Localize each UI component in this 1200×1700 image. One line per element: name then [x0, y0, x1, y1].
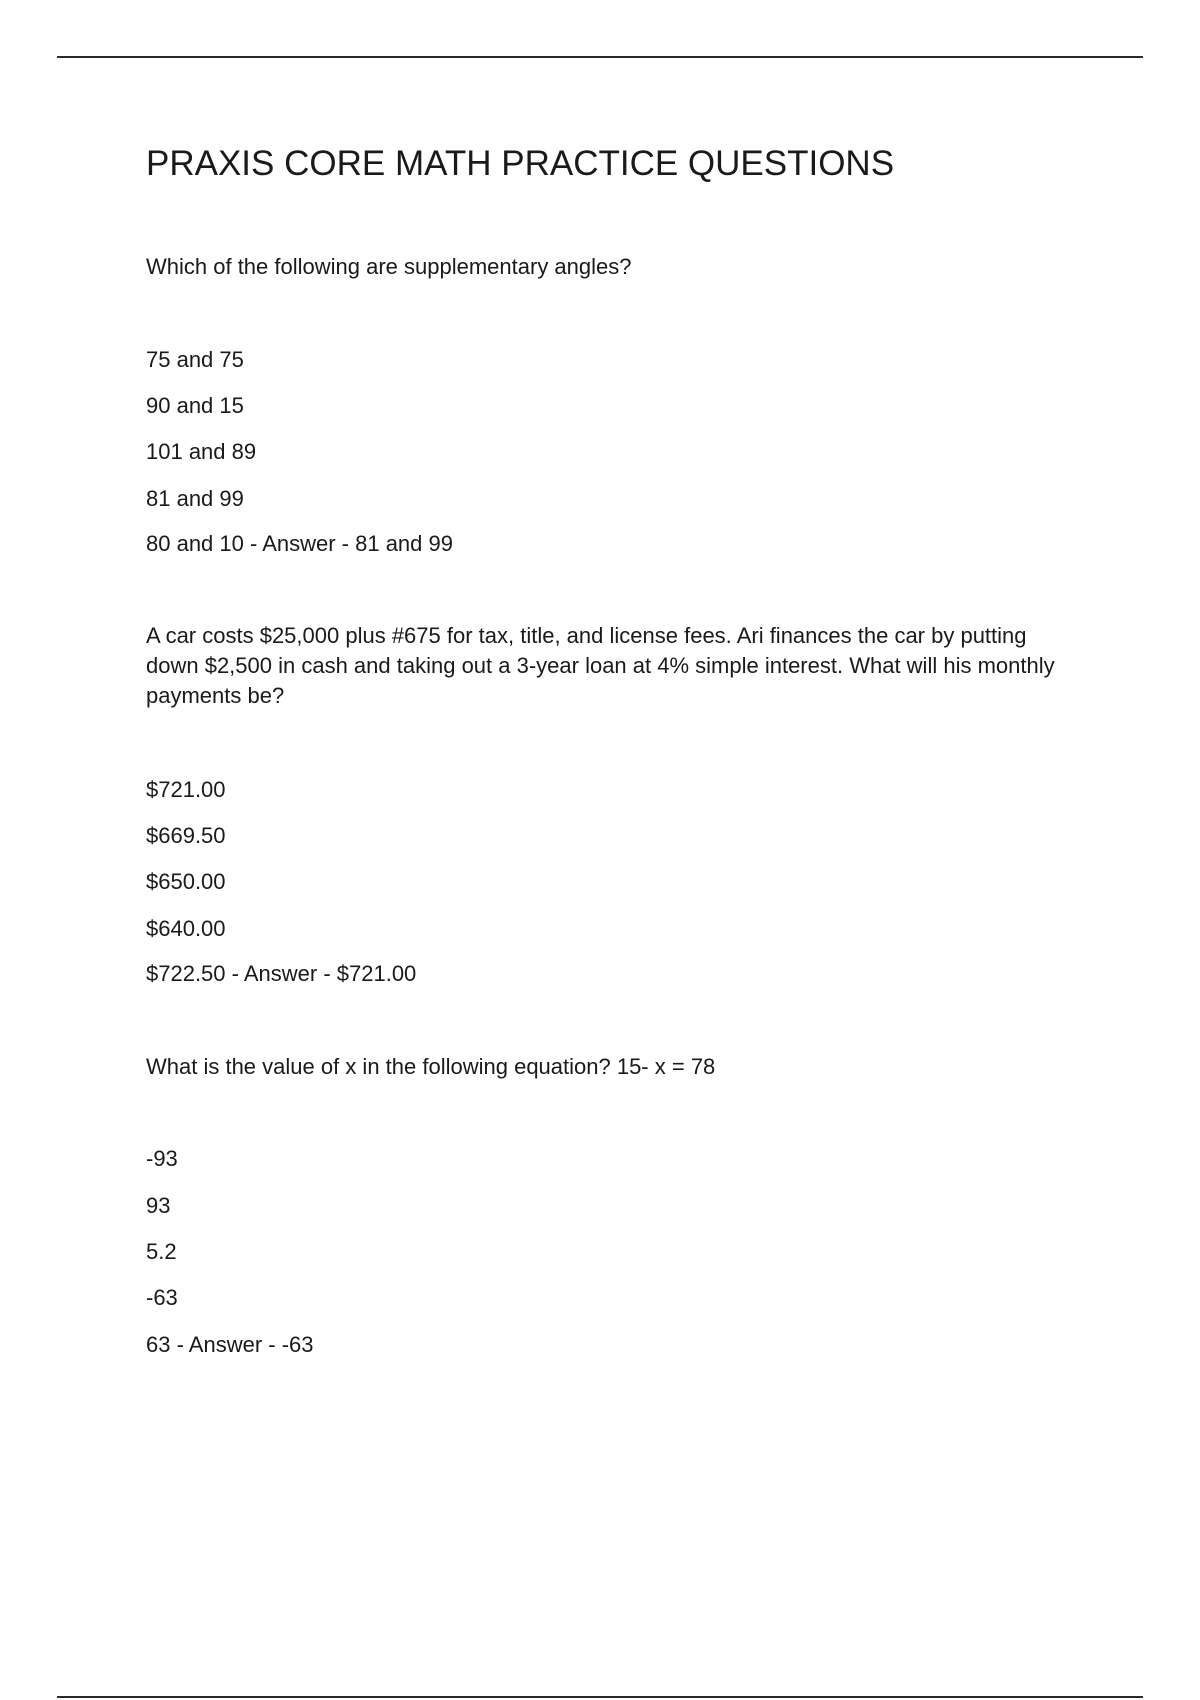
question-1-option-1: 75 and 75: [146, 347, 244, 372]
question-2-option-5-answer: $722.50 - Answer - $721.00: [146, 961, 417, 986]
question-3-option-5-answer: 63 - Answer - -63: [146, 1332, 314, 1357]
question-1-option-3: 101 and 89: [146, 439, 257, 464]
question-3-option-4: -63: [146, 1285, 178, 1310]
top-divider: [57, 56, 1143, 58]
question-2-text: A car costs $25,000 plus #675 for tax, title, and license fees. Ari finances the car by putting down $2,500 in cash and taking out a 3-year loan at 4% simple interest. What will his monthly payments be?: [146, 623, 1055, 708]
page-title: PRAXIS CORE MATH PRACTICE QUESTIONS: [146, 144, 895, 183]
question-1-option-5-answer: 80 and 10 - Answer - 81 and 99: [146, 531, 453, 556]
question-3-option-1: -93: [146, 1146, 178, 1171]
question-2-option-2: $669.50: [146, 823, 226, 848]
question-2-option-1: $721.00: [146, 777, 226, 802]
question-3-text: What is the value of x in the following equation? 15- x = 78: [146, 1054, 716, 1079]
question-1-option-2: 90 and 15: [146, 393, 244, 418]
question-1-option-4: 81 and 99: [146, 486, 244, 511]
question-2-option-4: $640.00: [146, 916, 226, 941]
bottom-divider: [57, 1696, 1143, 1698]
question-1-text: Which of the following are supplementary angles?: [146, 254, 632, 279]
question-2-option-3: $650.00: [146, 869, 226, 894]
question-3-option-3: 5.2: [146, 1239, 177, 1264]
question-3-option-2: 93: [146, 1193, 171, 1218]
